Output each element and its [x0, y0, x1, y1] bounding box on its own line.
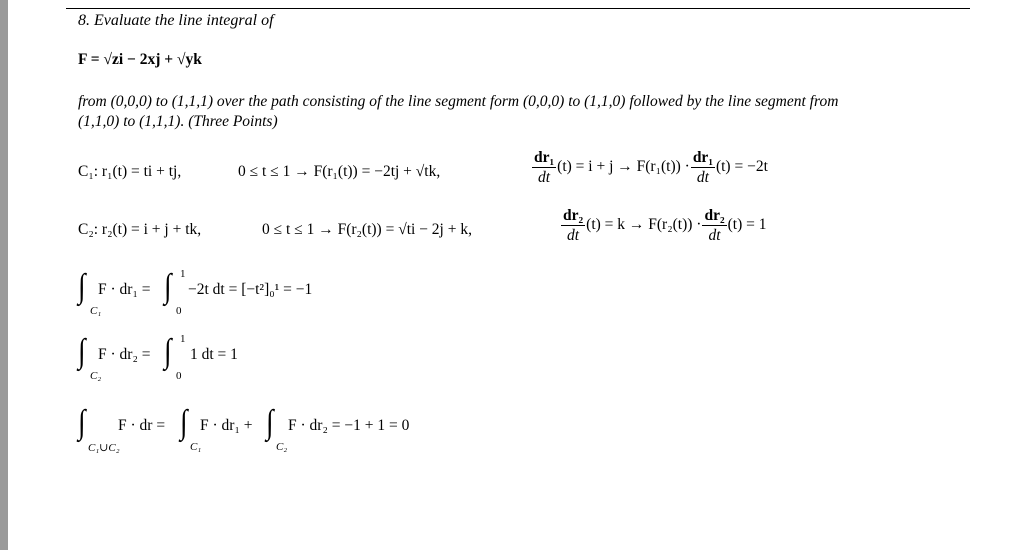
integral-1-rhs: −2t dt = [−t²]₀¹ = −1 [188, 281, 313, 298]
integral-3-mid: F · dr₁ + [200, 417, 253, 434]
integral-3-rhs: F · dr₂ = −1 + 1 = 0 [288, 417, 410, 434]
problem-description-line2: (1,1,0) to (1,1,1). (Three Points) [78, 113, 278, 130]
c2-dr-dt-fraction-2 [702, 208, 726, 243]
c2-dr-dt-fraction [561, 208, 585, 243]
c2-parametrization: C₂: r₂(t) = i + j + tk, [78, 221, 202, 238]
integral-2-path: C₂ [90, 370, 102, 382]
problem-description-line1: from (0,0,0) to (1,1,1) over the path consisting of the line segment form (0,0,0) to (1,1,0) followed by the line segment from [78, 93, 839, 110]
integral-sign-3c: ∫ [266, 404, 274, 441]
integral-sign-3b: ∫ [180, 404, 188, 441]
integral-1-lower-limit: 0 [176, 305, 182, 317]
c2-dr-numerator-2: dr₂ [704, 207, 725, 224]
c1-dot-product-value: (t) = −2t [715, 158, 768, 176]
c1-dr-numerator: dr₁ [534, 149, 555, 166]
field-expression: F = √zi − 2xj + √yk [78, 51, 202, 68]
problem-heading: 8. Evaluate the line integral of [78, 12, 274, 29]
c1-derivative [531, 150, 768, 185]
integral-sign-2b: ∫ [164, 333, 172, 370]
integral-1-upper-limit: 1 [180, 268, 186, 280]
integral-3-mid-path: C₁ [190, 441, 202, 453]
c2-dot-product-value: (t) = 1 [727, 216, 767, 234]
c1-dt-denominator-2: dt [696, 168, 709, 186]
c1-dr-numerator-2: dr₁ [692, 149, 713, 166]
integral-2-lower-limit: 0 [176, 370, 182, 382]
c2-field-evaluation: 0 ≤ t ≤ 1 → F(r₂(t)) = √ti − 2j + k, [262, 221, 472, 238]
integral-2-rhs: 1 dt = 1 [190, 346, 238, 363]
c1-dr-dt-fraction [532, 150, 556, 185]
integral-sign-1b: ∫ [164, 268, 172, 305]
vector-field-definition [78, 51, 202, 69]
integral-3-path: C₁∪C₂ [88, 442, 120, 454]
c1-field-evaluation: 0 ≤ t ≤ 1 → F(r₁(t)) = −2tj + √tk, [238, 163, 441, 180]
integral-3-rhs-path: C₂ [276, 441, 288, 453]
c2-derivative [560, 208, 766, 243]
integral-sign-3: ∫ [78, 404, 86, 441]
c1-dr-dt-fraction-2 [691, 150, 715, 185]
integral-2-upper-limit: 1 [180, 333, 186, 345]
c2-dt-denominator-2: dt [708, 226, 721, 244]
integral-2-lhs: F · dr₂ = [98, 346, 151, 363]
c1-parametrization: C₁: r₁(t) = ti + tj, [78, 163, 182, 180]
top-rule [66, 8, 970, 9]
integral-sign-1: ∫ [78, 268, 86, 305]
c1-dt-denominator: dt [538, 168, 551, 186]
integral-3-lhs: F · dr = [118, 417, 166, 434]
c1-derivative-value: (t) = i + j → F(r₁(t)) · [557, 158, 690, 176]
c2-dr-numerator: dr₂ [563, 207, 584, 224]
c2-derivative-value: (t) = k → F(r₂(t)) · [586, 216, 702, 234]
left-sidebar-strip [0, 0, 8, 550]
integral-sign-2: ∫ [78, 333, 86, 370]
integral-1-lhs: F · dr₁ = [98, 281, 151, 298]
c2-dt-denominator: dt [567, 226, 580, 244]
integral-1-path: C₁ [90, 305, 102, 317]
